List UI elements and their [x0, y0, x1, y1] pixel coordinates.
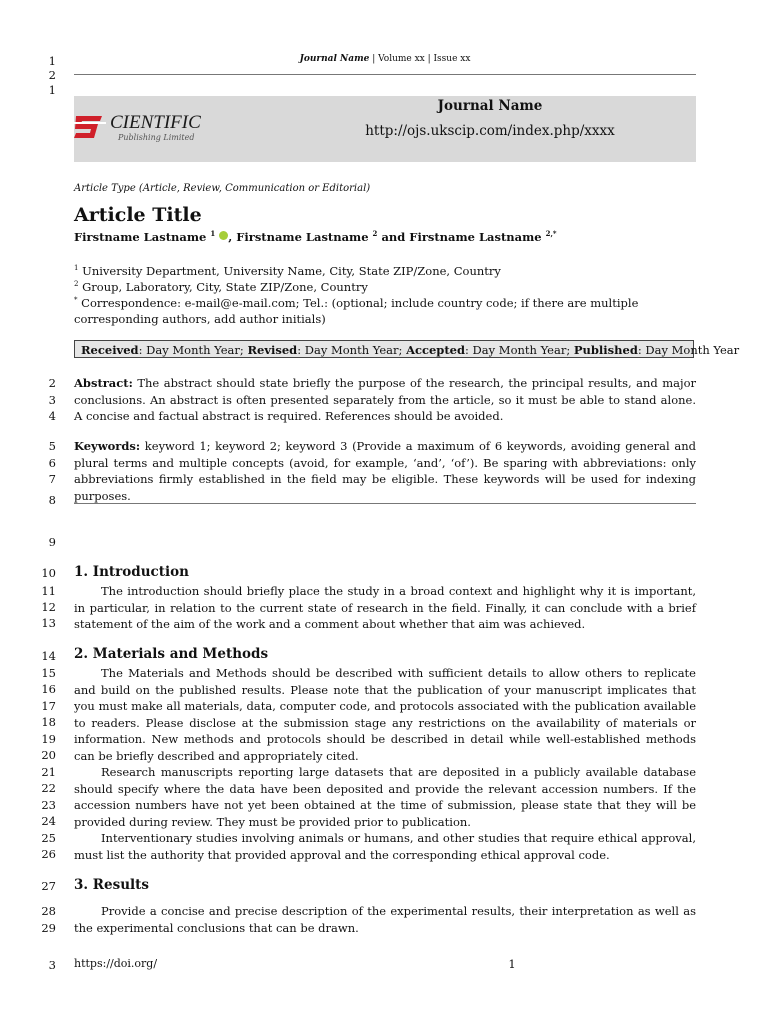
abstract: [74, 375, 696, 425]
article-type: Article Type (Article, Review, Communication or Editorial): [74, 183, 371, 194]
published-label: Published: [573, 343, 638, 357]
section-paragraph: Provide a concise and precise description of the experimental results, their interpretation as well as the experimental conclusions that can be drawn.: [74, 904, 696, 935]
revised-date: : Day Month Year;: [297, 343, 407, 357]
doi-link[interactable]: https://doi.org/: [74, 957, 158, 970]
line-number: 7: [48, 472, 56, 486]
line-number: 15: [41, 666, 56, 680]
line-number: 11: [41, 584, 56, 598]
revised-label: Revised: [247, 343, 298, 357]
affiliation-sup: 1: [74, 264, 79, 272]
affiliation-sup: 2: [74, 280, 79, 288]
author-name: , Firstname Lastname: [228, 229, 369, 244]
publication-dates: [74, 340, 740, 358]
publisher-logo-text: CIENTIFIC: [110, 112, 201, 133]
line-number: 8: [48, 493, 56, 507]
affiliation-text: Group, Laboratory, City, State ZIP/Zone, Country: [82, 279, 368, 294]
orcid-icon[interactable]: [219, 231, 228, 240]
line-number: 17: [41, 699, 56, 713]
line-number: 22: [41, 781, 56, 795]
section-paragraph: The Materials and Methods should be described with sufficient details to allow others to replicate and build on the published results. Please note that the publication of your manuscript implicates that you must make all materials, data, computer code, and protocols associated with the publication available to readers. Please disclose at the submission stage any restrictions on the availability of materials or information. New methods and protocols should be described in detail while well-established methods can be briefly described and appropriately cited.: [74, 666, 696, 763]
line-number: 3: [48, 958, 56, 972]
line-number: 18: [41, 715, 56, 729]
line-number: 16: [41, 682, 56, 696]
accepted-label: Accepted: [406, 343, 466, 357]
journal-url-link[interactable]: http://ojs.ukscip.com/index.php/xxxx: [365, 123, 615, 139]
abstract-label: Abstract:: [74, 376, 133, 390]
publisher-logo-mark-icon: [72, 112, 106, 142]
line-number: 26: [41, 847, 56, 861]
line-number: 14: [41, 649, 56, 663]
line-number: 9: [48, 535, 56, 549]
section-heading: 3. Results: [74, 877, 149, 893]
section-paragraph: The introduction should briefly place the study in a broad context and highlight why it is important, in particular, in relation to the current state of research in the field. Finally, it can conclude with a brief statement of the aim of the work and a comment about whether that aim was achieved.: [74, 584, 696, 631]
line-number: 20: [41, 748, 56, 762]
keywords-text: keyword 1; keyword 2; keyword 3 (Provide a maximum of 6 keywords, avoiding general and plural terms and multiple concepts (avoid, for example, ‘and’, ‘of’). Be sparing with abbreviations: only abbreviations firmly established in the field may be eligible. These keywords will be used for indexing purposes.: [74, 439, 696, 503]
line-number: 29: [41, 921, 56, 935]
line-number: 3: [48, 393, 56, 407]
section-heading: 1. Introduction: [74, 564, 189, 580]
line-number: 10: [41, 566, 56, 580]
header-rule: [74, 74, 696, 75]
author-name: and Firstname Lastname: [381, 229, 542, 244]
header-journal-name: Journal Name: [299, 54, 370, 64]
section-paragraph: Research manuscripts reporting large datasets that are deposited in a publicly available database should specify where the data have been deposited and provide the relevant accession numbers. If the accession numbers have not yet been obtained at the time of submission, please state that they will be provided during review. They must be provided prior to publication.: [74, 765, 696, 829]
line-number: 23: [41, 798, 56, 812]
line-number: 1: [48, 83, 56, 97]
line-number: 6: [48, 456, 56, 470]
section-heading: 2. Materials and Methods: [74, 646, 269, 662]
line-number: 2: [48, 376, 56, 390]
correspondence-text: Correspondence: e-mail@e-mail.com; Tel.: (optional; include country code; if there are multiple corresponding authors, add author initials): [74, 295, 639, 327]
author-affiliation-sup: 1: [210, 229, 216, 238]
line-number: 21: [41, 765, 56, 779]
line-number: 25: [41, 831, 56, 845]
line-number: 19: [41, 732, 56, 746]
line-number: 28: [41, 904, 56, 918]
line-number: 5: [48, 439, 56, 453]
keywords: [74, 438, 696, 504]
banner-journal-name: Journal Name: [437, 98, 543, 114]
accepted-date: : Day Month Year;: [465, 343, 574, 357]
line-number: 12: [41, 600, 56, 614]
correspondence: [74, 292, 696, 328]
author-affiliation-sup: 2,*: [545, 229, 557, 238]
keywords-rule: [74, 503, 696, 504]
published-date: : Day Month Year: [637, 343, 740, 357]
correspondence-sup: *: [74, 296, 78, 304]
author-affiliation-sup: 2: [372, 229, 378, 238]
line-number: 2: [48, 68, 56, 82]
author-list: [74, 229, 557, 244]
line-number: 27: [41, 879, 56, 893]
running-header: [74, 54, 696, 64]
article-title: Article Title: [74, 204, 202, 226]
page-number: 1: [508, 957, 516, 971]
line-number: 1: [48, 54, 56, 68]
affiliation-text: University Department, University Name, City, State ZIP/Zone, Country: [82, 263, 501, 278]
line-number: 24: [41, 814, 56, 828]
publisher-logo-subtext: Publishing Limited: [118, 133, 195, 142]
line-number: 13: [41, 616, 56, 630]
received-label: Received: [81, 343, 139, 357]
received-date: : Day Month Year;: [138, 343, 248, 357]
section-paragraph: Interventionary studies involving animals or humans, and other studies that require ethical approval, must list the authority that provided approval and the corresponding ethical approval code.: [74, 831, 696, 862]
abstract-text: The abstract should state briefly the purpose of the research, the principal results, and major conclusions. An abstract is often presented separately from the article, so it must be able to stand alone. A concise and factual abstract is required. References should be avoided.: [74, 376, 696, 423]
publisher-logo: [72, 112, 212, 146]
header-volume-issue: | Volume xx | Issue xx: [372, 54, 471, 64]
line-number: 4: [48, 409, 56, 423]
author-name: Firstname Lastname: [74, 229, 207, 244]
keywords-label: Keywords:: [74, 439, 141, 453]
